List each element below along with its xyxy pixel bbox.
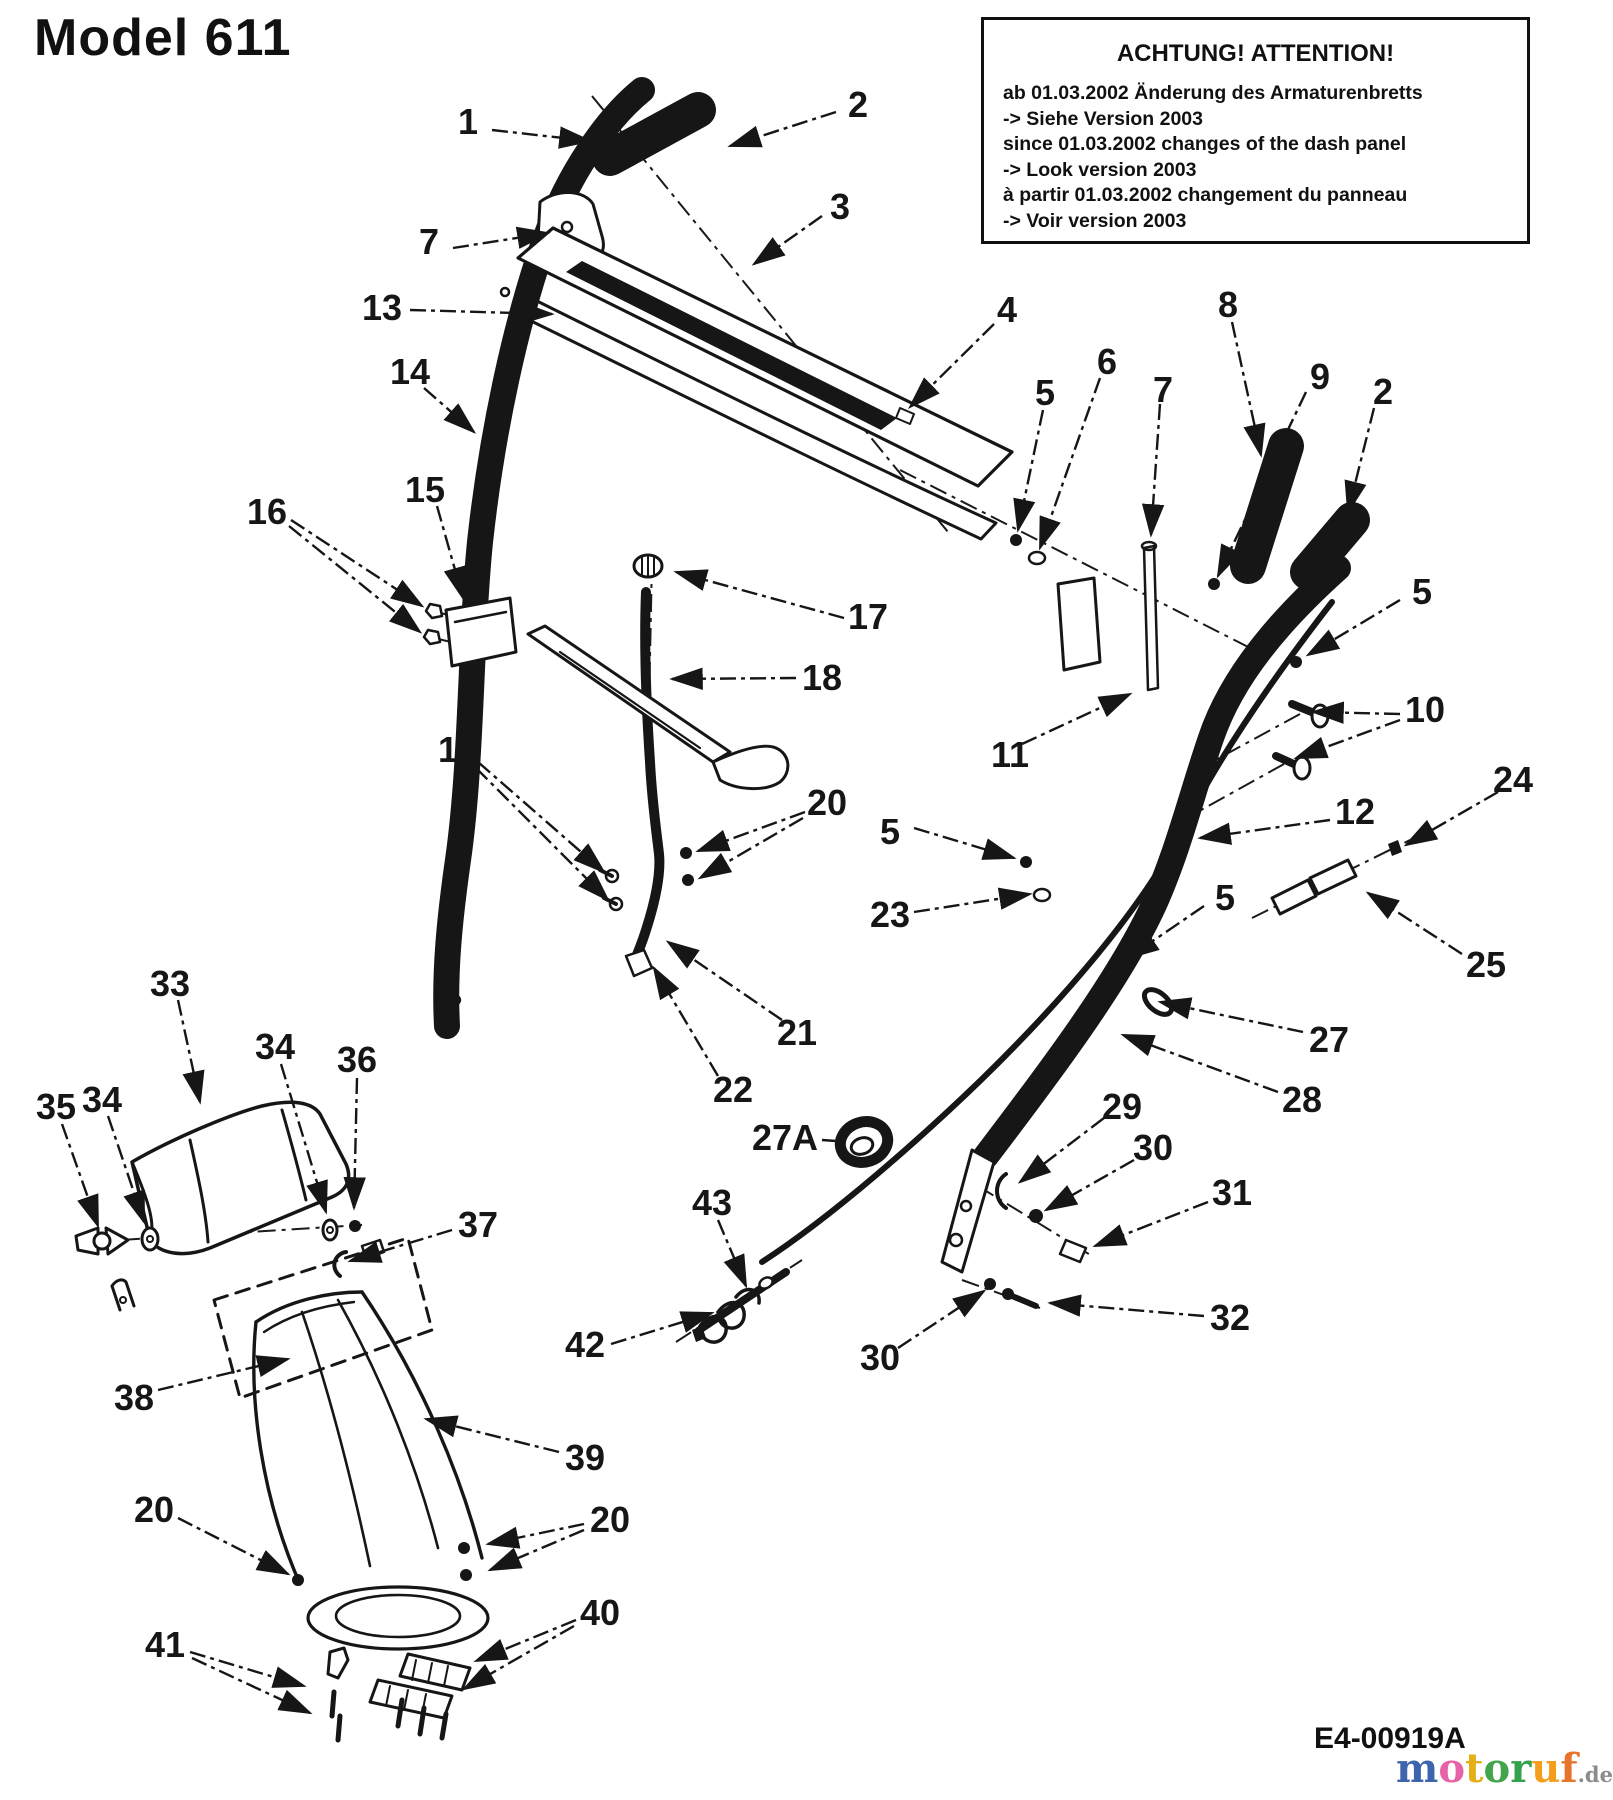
watermark-letter: r [1510,1745,1532,1792]
callout-25: 25 [1465,944,1507,985]
callout-28: 28 [1281,1079,1323,1120]
callout-38: 38 [113,1377,155,1418]
attention-line-en-1: since 01.03.2002 changes of the dash panel [1003,133,1407,156]
watermark-letter: u [1531,1745,1561,1792]
part-fork-fasteners-29-32 [984,1174,1086,1306]
callout-39: 39 [564,1437,606,1478]
callout-16: 16 [246,491,288,532]
callout-5c: 5 [1214,877,1236,918]
callout-20c: 20 [589,1499,631,1540]
part-slide-plate-18 [528,626,788,789]
callout-29: 29 [1101,1086,1143,1127]
callout-23: 23 [869,894,911,935]
callout-27A: 27A [751,1117,819,1158]
part-guide-bracket-15 [424,598,516,666]
callout-labels [36,84,1533,1665]
callout-5b: 5 [1411,571,1433,612]
part-discharge-chute-39 [254,1292,488,1649]
callout-34b: 34 [254,1026,296,1067]
callout-33: 33 [149,963,191,1004]
callout-15: 15 [404,469,446,510]
part-handle-fork-right [942,1150,994,1272]
part-chute-deflector-33 [132,1102,349,1253]
callout-14: 14 [389,351,431,392]
part-grip-8 [1248,446,1286,566]
callout-10: 10 [1404,689,1446,730]
callout-36: 36 [336,1039,378,1080]
part-auger-spiral-42-43 [692,1272,786,1342]
callout-42: 42 [564,1324,606,1365]
callout-11: 11 [990,734,1030,775]
part-carriage-bolts-10 [1276,704,1328,779]
part-fasteners-19-20 [600,847,694,910]
callout-6: 6 [1096,341,1118,382]
callout-19: 19 [437,729,479,770]
attention-line-de-2: -> Siehe Version 2003 [1003,107,1203,130]
callout-4: 4 [996,289,1018,330]
part-clevis-end [112,1280,134,1310]
watermark-letter: o [1483,1745,1511,1792]
part-mount-bracket-11 [1058,542,1158,690]
callout-7b: 7 [1152,369,1174,410]
watermark-letter: f [1560,1745,1578,1792]
part-mount-plates-40 [370,1654,470,1738]
motoruf-logo [1396,1745,1613,1796]
callout-31: 31 [1211,1172,1253,1213]
callout-24: 24 [1492,759,1534,800]
attention-line-fr-2: -> Voir version 2003 [1003,209,1187,232]
callout-5d: 5 [879,811,901,852]
callout-5a: 5 [1034,372,1056,413]
attention-box [981,17,1530,244]
part-shift-rod-17 [626,555,662,976]
callout-22: 22 [712,1069,754,1110]
callout-30b: 30 [859,1337,901,1378]
callout-35: 35 [35,1086,77,1127]
callout-18: 18 [801,657,843,698]
callout-20b: 20 [133,1489,175,1530]
callout-43: 43 [691,1182,733,1223]
callout-37: 37 [457,1204,499,1245]
callout-40: 40 [579,1592,621,1633]
part-clip-bracket-41 [328,1648,348,1740]
callout-1: 1 [457,101,479,142]
callout-41: 41 [144,1624,186,1665]
callout-7: 7 [418,221,440,262]
callout-2b: 2 [1372,371,1394,412]
callout-20a: 20 [806,782,848,823]
page-title: Model 611 [34,9,292,67]
attention-line-en-2: -> Look version 2003 [1003,158,1197,181]
watermark-letter: o [1438,1745,1466,1792]
callout-27: 27 [1308,1019,1350,1060]
watermark-suffix: .de [1577,1762,1613,1787]
callout-3: 3 [829,186,851,227]
callout-13: 13 [361,287,403,328]
attention-line-fr-1: à partir 01.03.2002 changement du panneau [1003,184,1408,207]
callout-9: 9 [1309,356,1331,397]
callout-32: 32 [1209,1297,1251,1338]
watermark-letter: m [1396,1745,1439,1792]
callout-21: 21 [776,1012,818,1053]
callout-34a: 34 [81,1079,123,1120]
attention-line-de-1: ab 01.03.2002 Änderung des Armaturenbretts [1003,82,1423,104]
callout-8: 8 [1217,284,1239,325]
attention-title: ACHTUNG! ATTENTION! [1116,40,1395,67]
part-grommet-27A [835,1116,893,1169]
part-dash-panel-3 [518,228,1012,486]
callout-17: 17 [847,596,889,637]
drawing-number: E4-00919A [1314,1722,1466,1755]
watermark-letter: t [1465,1745,1484,1792]
callout-12: 12 [1334,791,1376,832]
callout-2: 2 [847,84,869,125]
callout-30a: 30 [1132,1127,1174,1168]
